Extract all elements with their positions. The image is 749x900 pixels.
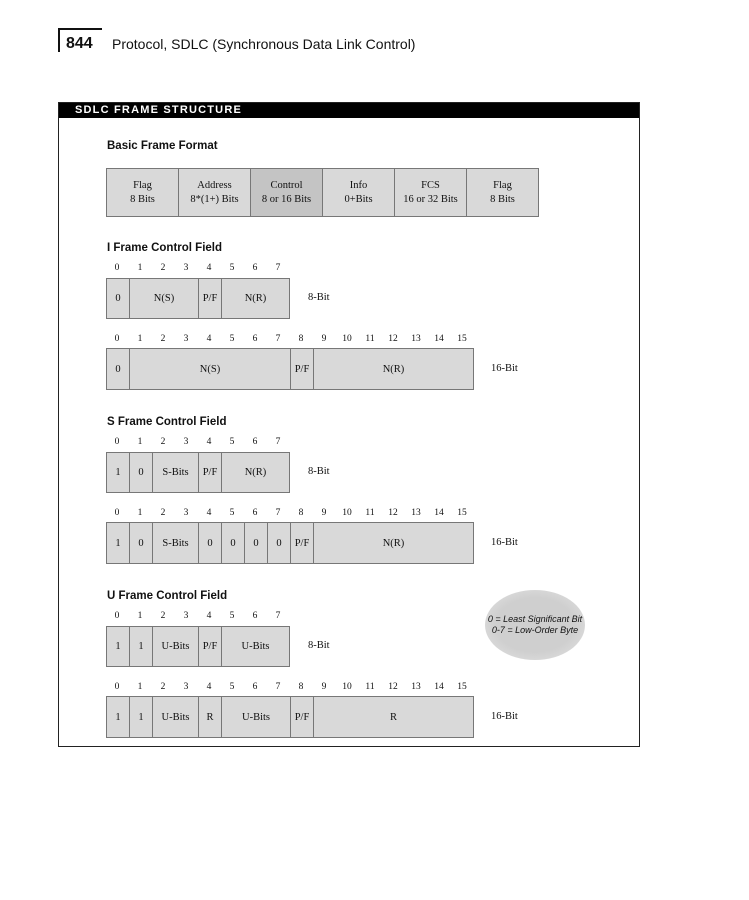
bit-number: 9 [321,508,327,518]
field-bit: 1 [107,453,130,492]
bit-number: 4 [206,263,212,273]
i-frame-title: I Frame Control Field [107,242,223,254]
field-nr: N(R) [244,293,267,304]
bit-number: 13 [411,682,421,692]
bit-number: 6 [252,263,258,273]
bit-number: 7 [275,263,281,273]
bit-number: 15 [457,508,467,518]
bit-number: 5 [229,682,235,692]
basic-field-fcs: FCS 16 or 32 Bits [395,169,467,216]
bit-number: 2 [160,508,166,518]
field-ns: N(S) [130,279,199,318]
bit-number: 0 [114,334,120,344]
field-r: R [389,711,397,723]
u-frame-16bit-row [106,696,474,738]
field-nr: N(R) [382,363,405,375]
bit-number: 6 [252,611,258,621]
bit-numbers-16 [106,682,474,694]
bit-number: 3 [183,508,189,518]
field-bit: 0 [107,349,130,389]
bit-number: 4 [206,334,212,344]
field-pf: P/F [199,627,222,666]
bit-number: 7 [275,682,281,692]
field-bit: 0 [130,523,153,563]
bit-number: 12 [388,682,398,692]
bit-number: 9 [321,334,327,344]
field-bit: 0 [222,523,245,563]
u-frame-title: U Frame Control Field [107,590,228,602]
bit-number: 11 [365,682,375,692]
running-header: Protocol, SDLC (Synchronous Data Link Control) [112,36,416,52]
bit-numbers-8 [106,263,290,275]
bit-number: 0 [114,611,120,621]
bit-number: 11 [365,508,375,518]
bit-number: 7 [275,508,281,518]
bit-number: 0 [114,508,120,518]
bit-number: 0 [114,682,120,692]
field-pf: P/F [291,697,314,737]
label-8bit: 8-Bit [308,292,330,303]
i-frame-16bit-row [106,348,474,390]
bit-number: 4 [206,437,212,447]
bit-number: 6 [252,508,258,518]
bit-number: 0 [114,437,120,447]
bit-numbers-16 [106,508,474,520]
field-bit: 0 [245,523,268,563]
field-u-bits: U-Bits [153,627,199,666]
note-line: 0-7 = Low-Order Byte [491,625,579,635]
bit-number: 1 [137,611,143,621]
field-bit: 1 [107,697,130,737]
bit-number: 11 [365,334,375,344]
bit-number: 5 [229,508,235,518]
basic-field-flag-end: Flag 8 Bits [490,179,515,205]
field-bit: 0 [130,453,153,492]
field-pf: P/F [199,453,222,492]
field-pf: P/F [291,349,314,389]
field-ns: N(S) [130,349,291,389]
i-frame-8bit-row [106,278,290,319]
bit-number: 13 [411,508,421,518]
figure-title: SDLC FRAME STRUCTURE [59,103,639,118]
basic-frame-title: Basic Frame Format [107,140,218,152]
bit-number: 14 [434,682,444,692]
bit-numbers-16 [106,334,474,346]
bit-number: 5 [229,611,235,621]
bit-number: 13 [411,334,421,344]
bit-number: 12 [388,508,398,518]
label-16bit: 16-Bit [491,363,518,374]
bit-number: 3 [183,437,189,447]
field-bit: 1 [107,627,130,666]
basic-field-control: Control 8 or 16 Bits [251,169,323,216]
bit-number: 2 [160,334,166,344]
bit-number: 2 [160,611,166,621]
bit-number: 10 [342,334,352,344]
label-16bit: 16-Bit [491,711,518,722]
field-bit: 1 [130,697,153,737]
bit-number: 5 [229,263,235,273]
bit-number: 10 [342,682,352,692]
bit-number: 14 [434,334,444,344]
bit-number: 9 [321,682,327,692]
note-line: 0 = Least Significant Bit [487,614,583,624]
bit-number: 3 [183,263,189,273]
bit-number: 0 [114,263,120,273]
field-bit: 0 [268,523,291,563]
bit-number: 12 [388,334,398,344]
basic-field-flag: Flag 8 Bits [107,169,179,216]
s-frame-16bit-row [106,522,474,564]
field-s-bits: S-Bits [153,523,199,563]
bit-number: 6 [252,437,258,447]
bit-number: 4 [206,682,212,692]
bit-number: 10 [342,508,352,518]
field-s-bits: S-Bits [153,453,199,492]
field-bit: 1 [107,523,130,563]
header-rule-top [58,28,102,30]
field-nr: N(R) [244,467,267,478]
bit-number: 3 [183,334,189,344]
bit-number: 8 [298,334,304,344]
page-number: 844 [66,35,93,52]
label-8bit: 8-Bit [308,640,330,651]
label-8bit: 8-Bit [308,466,330,477]
bit-number: 15 [457,682,467,692]
bit-number: 5 [229,334,235,344]
bit-number: 8 [298,682,304,692]
bit-numbers-8 [106,611,290,623]
bit-number: 2 [160,437,166,447]
u-frame-8bit-row [106,626,290,667]
s-frame-8bit-row [106,452,290,493]
field-bit: 1 [130,627,153,666]
bit-number: 7 [275,437,281,447]
field-r: R [199,697,222,737]
bit-order-note [485,590,585,660]
field-pf: P/F [199,279,222,318]
bit-number: 7 [275,334,281,344]
header-rule-left [58,28,60,52]
bit-number: 2 [160,682,166,692]
basic-field-address: Address 8*(1+) Bits [179,169,251,216]
bit-numbers-8 [106,437,290,449]
field-pf: P/F [291,523,314,563]
field-bit: 0 [107,279,130,318]
bit-number: 7 [275,611,281,621]
bit-number: 6 [252,334,258,344]
s-frame-title: S Frame Control Field [107,416,227,428]
basic-field-info: Info 0+Bits [323,169,395,216]
bit-number: 1 [137,334,143,344]
bit-number: 1 [137,437,143,447]
bit-number: 1 [137,682,143,692]
bit-number: 15 [457,334,467,344]
label-16bit: 16-Bit [491,537,518,548]
field-u-bits: U-Bits [241,641,270,652]
field-nr: N(R) [382,537,405,549]
field-u-bits: U-Bits [153,697,199,737]
bit-number: 1 [137,263,143,273]
bit-number: 8 [298,508,304,518]
bit-number: 4 [206,611,212,621]
bit-number: 3 [183,682,189,692]
basic-frame-row [106,168,539,217]
bit-number: 4 [206,508,212,518]
field-u-bits: U-Bits [222,697,291,737]
bit-number: 2 [160,263,166,273]
bit-number: 6 [252,682,258,692]
bit-number: 3 [183,611,189,621]
bit-number: 5 [229,437,235,447]
field-bit: 0 [199,523,222,563]
bit-number: 1 [137,508,143,518]
bit-number: 14 [434,508,444,518]
